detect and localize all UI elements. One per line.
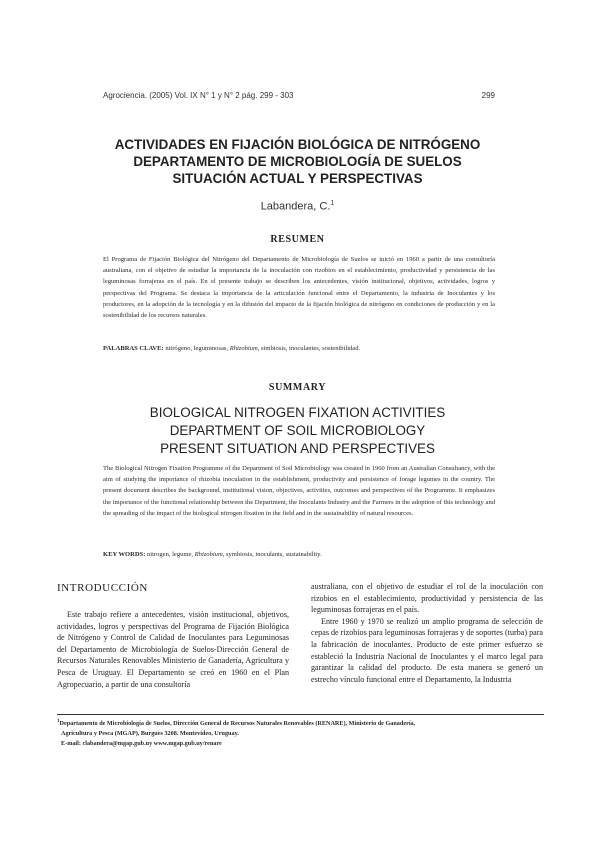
page-number: 299 (481, 91, 495, 100)
summary-text: The Biological Nitrogen Fixation Programme of the Department of Soil Microbiology was created in 1960 from an Australian Consultancy, with the aim of studying the importance of rhizobia inoculation in the establishment, productivity and persistence of forage legumes in the country. The present document describes the background, institutional vision, objectives, activities, outcomes and perspectives of the Programme. It emphasizes the importance of the functional relationship between the Department, the Inoculants Industry and the Farmers in the adoption of this technology and the spreading of the impact of the biological nitrogen fixation in the field and in the sustainability of natural resources. (103, 465, 495, 517)
keywords-text-end-en: , symbiosis, inoculants, sustainability. (222, 551, 322, 558)
body-paragraph: australiana, con el objetivo de estudiar el rol de la inoculación con rizobios en el establecimiento, productividad y persistencia de las leguminosas forrajeras en el país. (311, 582, 543, 615)
palabras-clave (103, 343, 495, 354)
introduccion-heading: INTRODUCCIÓN (57, 582, 148, 594)
title-line-2: DEPARTAMENTO DE MICROBIOLOGÍA DE SUELOS (133, 154, 462, 169)
author-name: Labandera, C. (260, 200, 331, 213)
body-paragraph: Este trabajo refiere a antecedentes, visión institucional, objetivos, actividades, logros y perspectivas del Programa de Fijación Biológica de Nitrógeno y Control de Calidad de Inoculantes para Leguminosas del Departamento de Microbiología de Suelos-Dirección General de Recursos Naturales Renovables Ministerio de Ganadería, Agricultura y Pesca de Uruguay. El Departamento se creó en 1960 en el Plan Agropecuario, a partir de una consultoría (57, 610, 289, 689)
keywords-italic-en: Rhizobium (194, 551, 223, 558)
keywords-label: PALABRAS CLAVE: (103, 345, 164, 352)
running-header (103, 91, 495, 103)
journal-citation: Agrociencia. (2005) Vol. IX N° 1 y N° 2 pág. 299 - 303 (103, 91, 294, 100)
title-line-3: SITUACIÓN ACTUAL Y PERSPECTIVAS (172, 171, 423, 186)
footnote-divider (57, 714, 544, 715)
footnote-line-1 (57, 717, 544, 729)
key-words (103, 549, 495, 560)
body-column-left (57, 581, 289, 690)
english-title-line-2: DEPARTMENT OF SOIL MICROBIOLOGY (169, 423, 426, 438)
keywords-italic: Rhizobium (229, 345, 258, 352)
title-line-1: ACTIVIDADES EN FIJACIÓN BIOLÓGICA DE NITRÓGENO (114, 137, 481, 152)
keywords-text: nitrógeno, leguminosas, (163, 345, 230, 352)
body-paragraph: Entre 1960 y 1970 se realizó un amplio programa de selección de cepas de rizobios para leguminosas forrajeras y de soportes (turba) para la fabricación de inoculantes. Producto de este primer esfuerzo se estableció la Industria Nacional de Inoculantes y el marco legal para garantizar la calidad del producto. De esta manera se generó un estrecho vínculo funcional entre el Departamento, la Industria (311, 616, 543, 684)
footnote-line-3: E-mail: clabandera@mgap.gub.uy www.mgap.gub.uy/renare (61, 740, 222, 748)
author-line (0, 200, 595, 213)
english-title (60, 404, 535, 458)
keywords-label-en: KEY WORDS: (103, 551, 146, 558)
keywords-text-en: nitrogen, legume, (145, 551, 195, 558)
summary-heading: SUMMARY (268, 382, 327, 393)
english-title-line-3: PRESENT SITUATION AND PERSPECTIVES (160, 441, 435, 456)
keywords-text-end: , simbiosis, inoculantes, sostenibilidad. (257, 345, 361, 352)
footnote-mark: 1 (57, 719, 60, 724)
resumen-heading: RESUMEN (270, 234, 325, 245)
footnote-affiliation: Departamento de Microbiología de Suelos, Dirección General de Recursos Naturales Renovables (RENARE), Ministerio de Ganadería, (59, 720, 416, 728)
author-affiliation-mark: 1 (330, 200, 335, 207)
body-column-right (311, 581, 543, 685)
paper-title (80, 136, 515, 187)
english-title-line-1: BIOLOGICAL NITROGEN FIXATION ACTIVITIES (149, 405, 446, 420)
footnote (57, 717, 544, 749)
resumen-text: El Programa de Fijación Biológica del Nitrógeno del Departamento de Microbiología de Suelos se inició en 1960 a partir de una consultoría australiana, con el objetivo de estudiar la importancia de la inoculación con rizobios en el establecimiento, productividad y persistencia de las leguminosas forrajeras en el país. En el presente trabajo se describen los antecedentes, visión institucional, objetivos, actividades, logros y perspectivas del Programa. Se destaca la importancia de la articulación funcional entre el Departamento, la industria de Inoculantes y los productores, en la adopción de la tecnología y en la difusión del impacto de la fijación biológica de nitrógeno en condiciones de producción y en la sostenibilidad de los recursos naturales. (103, 256, 495, 320)
footnote-line-2: Agricultura y Pesca (MGAP), Burgues 3208. Montevideo, Uruguay. (61, 730, 239, 738)
